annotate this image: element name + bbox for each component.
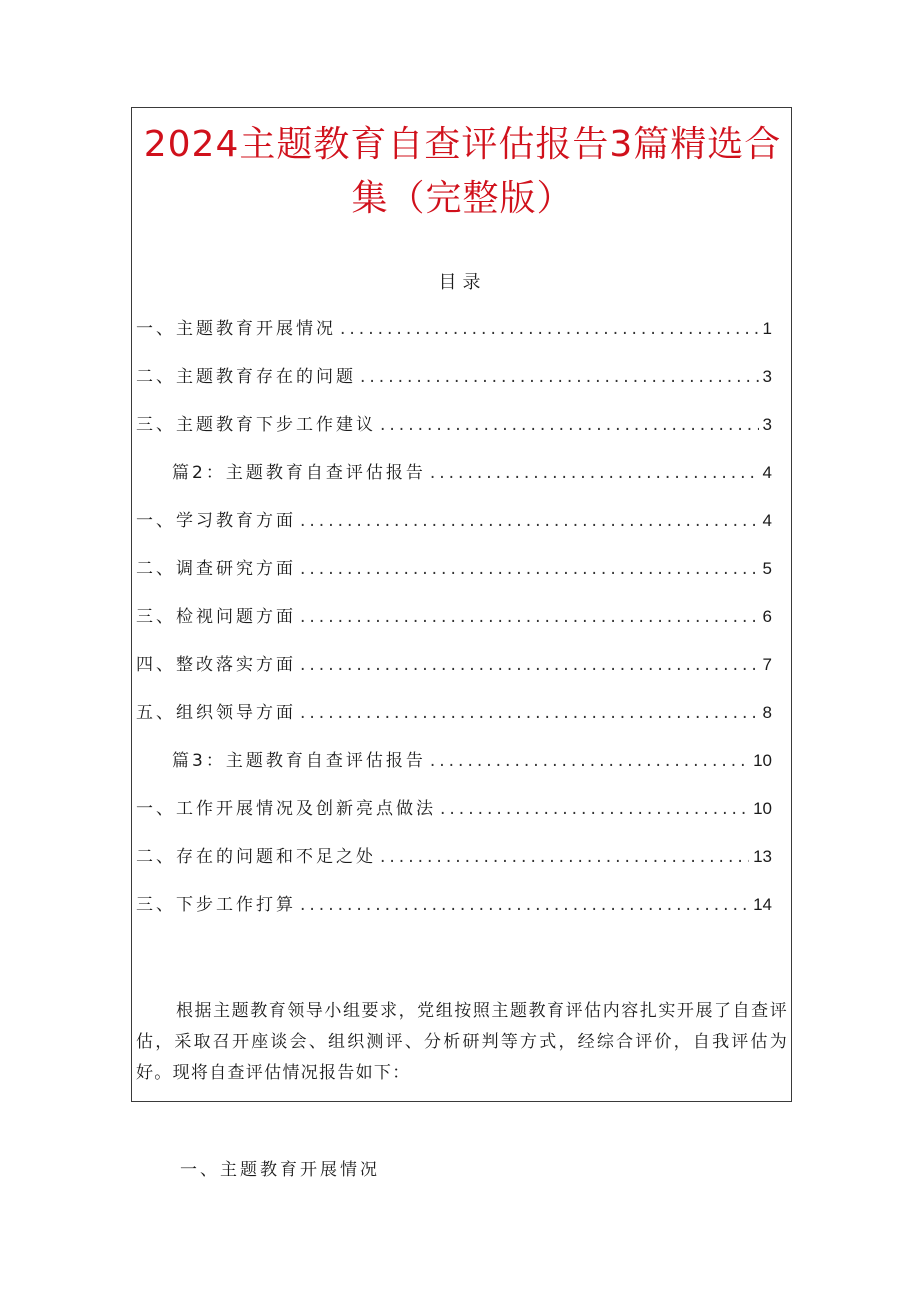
toc-entry-label: 三、主题教育下步工作建议 [136,415,376,435]
toc-leader-dots [430,748,749,774]
toc-entry-page: 10 [753,799,772,818]
toc-leader-dots [300,892,749,918]
toc-entry[interactable] [136,316,772,342]
toc-entry-page: 5 [762,559,772,578]
toc-leader-dots [300,556,759,582]
toc-entry[interactable] [136,892,772,918]
toc-entry-page: 4 [762,511,772,530]
toc-entry[interactable] [172,460,772,486]
toc-leader-dots [300,604,759,630]
toc-entry-page: 10 [753,751,772,770]
toc-leader-dots [440,796,749,822]
toc-entry[interactable] [136,556,772,582]
toc-entry-label: 三、下步工作打算 [136,895,296,915]
toc-entry[interactable] [136,700,772,726]
toc-entry-page: 3 [762,415,772,434]
toc-entry-label: 二、调查研究方面 [136,559,296,579]
toc-entry-label: 一、工作开展情况及创新亮点做法 [136,799,436,819]
toc-leader-dots [340,316,759,342]
toc-entry-label: 二、存在的问题和不足之处 [136,847,376,867]
toc-heading: 目录 [438,272,487,293]
document-title: 2024主题教育自查评估报告3篇精选合集（完整版） [143,124,782,219]
toc-entry-label: 篇2：主题教育自查评估报告 [172,463,426,483]
toc-entry[interactable] [136,508,772,534]
toc-leader-dots [300,508,759,534]
toc-entry-page: 1 [762,319,772,338]
section-heading: 一、主题教育开展情况 [180,1160,380,1180]
toc-entry-page: 6 [762,607,772,626]
toc-entry-label: 一、学习教育方面 [136,511,296,531]
toc-entry[interactable] [136,652,772,678]
document-frame [131,107,792,1102]
toc-entry-label: 四、整改落实方面 [136,655,296,675]
toc-leader-dots [430,460,759,486]
toc-entry-label: 一、主题教育开展情况 [136,319,336,339]
toc-entry[interactable] [136,412,772,438]
intro-paragraph: 根据主题教育领导小组要求，党组按照主题教育评估内容扎实开展了自查评估，采取召开座谈会、组织测评、分析研判等方式，经综合评价，自我评估为好。现将自查评估情况报告如下： [136,1001,788,1083]
toc-entry-label: 三、检视问题方面 [136,607,296,627]
toc-entry-label: 五、组织领导方面 [136,703,296,723]
toc-entry[interactable] [136,844,772,870]
toc-entry[interactable] [136,604,772,630]
toc-entry[interactable] [136,364,772,390]
toc-leader-dots [380,412,759,438]
toc-entry-label: 篇3：主题教育自查评估报告 [172,751,426,771]
toc-entry-page: 7 [762,655,772,674]
toc-leader-dots [300,652,759,678]
toc-entry-page: 14 [753,895,772,914]
toc-entry-page: 3 [762,367,772,386]
toc-leader-dots [300,700,759,726]
toc-entry[interactable] [136,796,772,822]
toc-entry-page: 13 [753,847,772,866]
toc-entry-label: 二、主题教育存在的问题 [136,367,356,387]
toc-leader-dots [380,844,749,870]
toc-leader-dots [360,364,759,390]
toc-entry-page: 8 [762,703,772,722]
toc-entry-page: 4 [762,463,772,482]
toc-entry[interactable] [172,748,772,774]
